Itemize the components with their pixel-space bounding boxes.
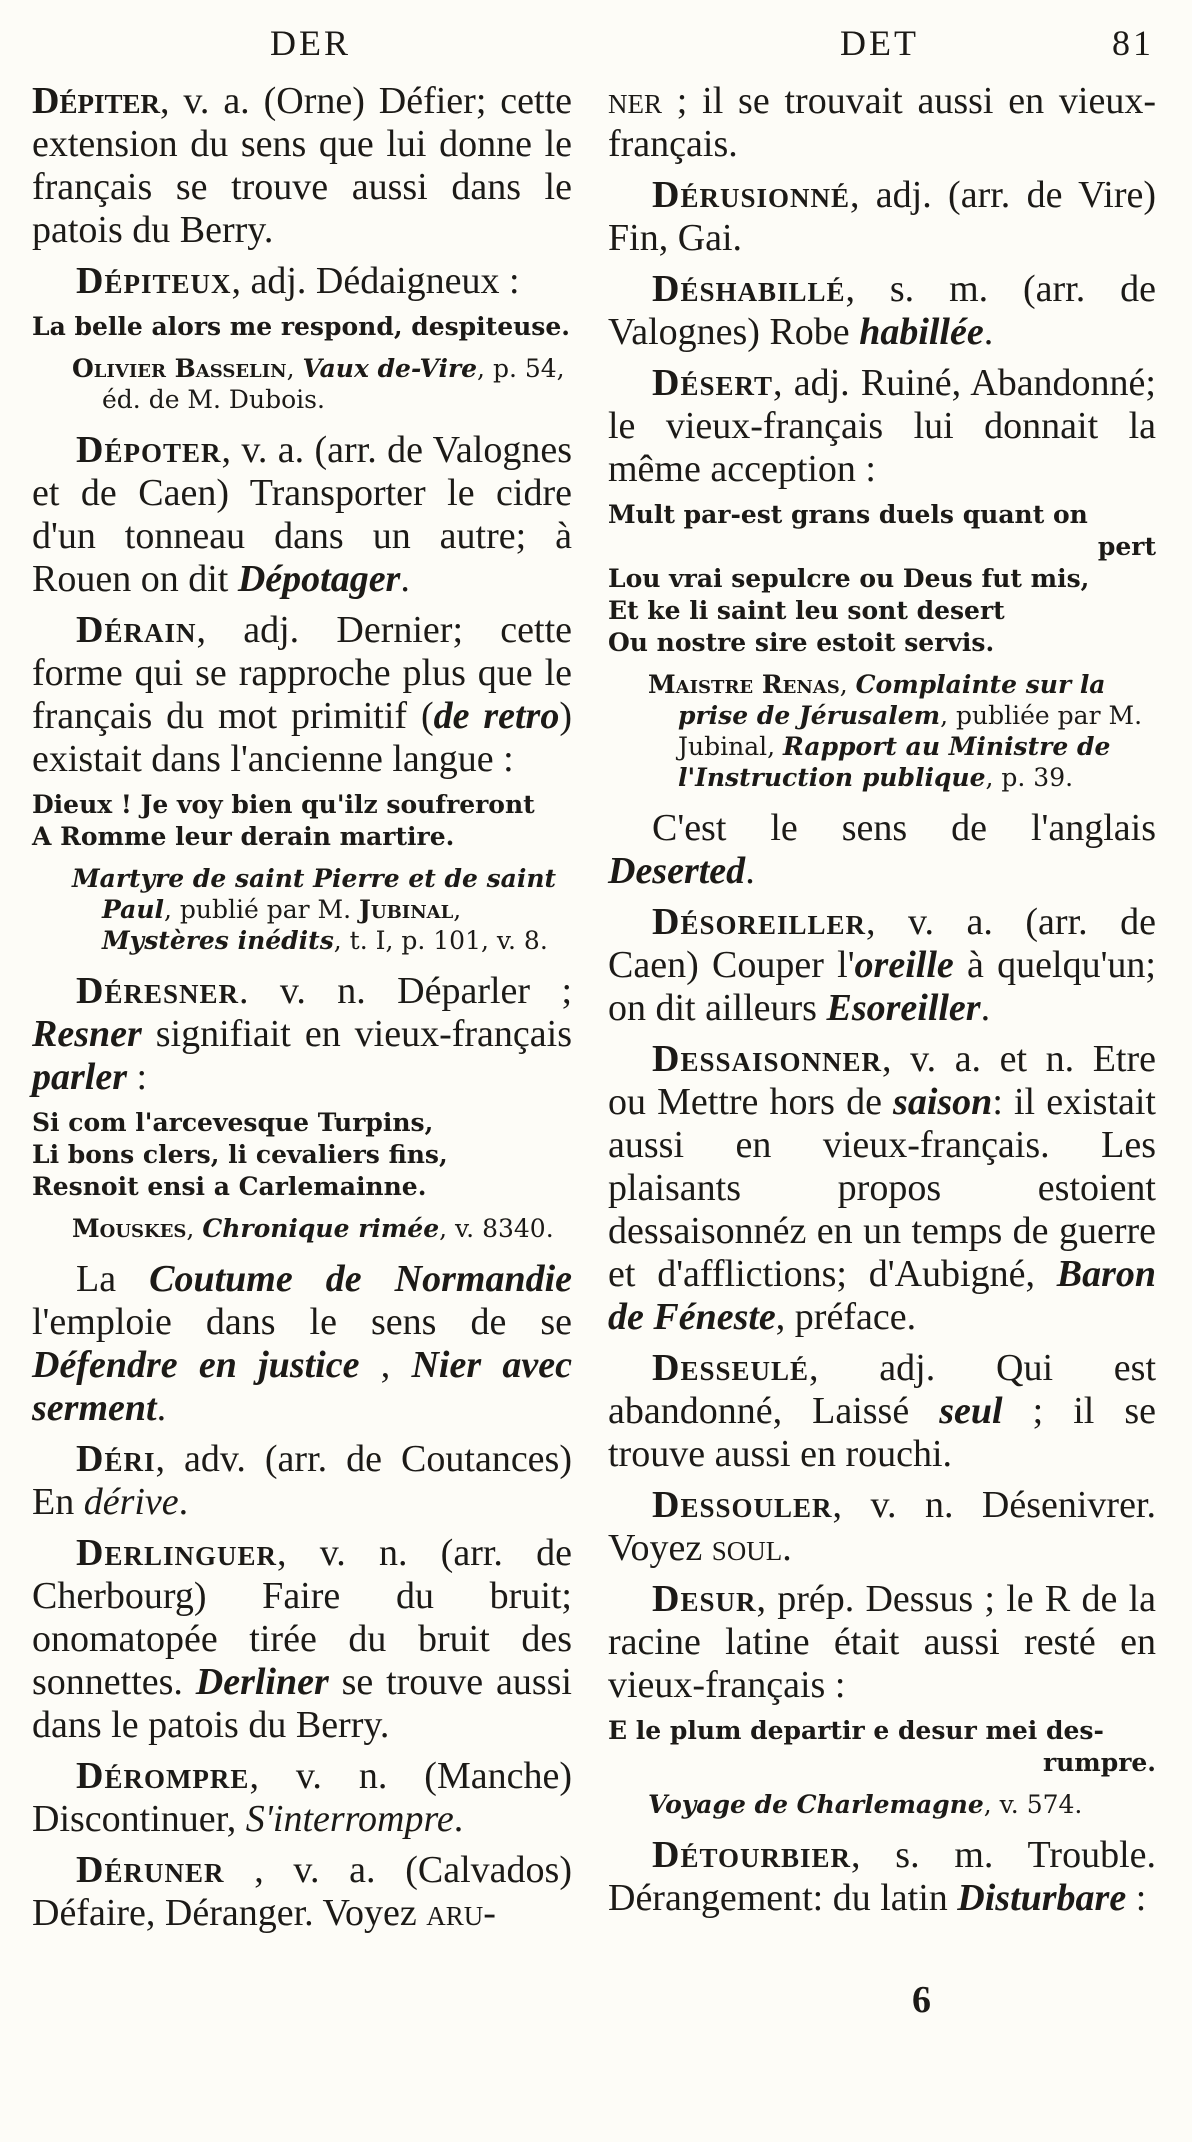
cite-sep: , <box>839 670 856 699</box>
entry-text: l'emploie dans le sens de se <box>32 1301 572 1343</box>
entry-text: . <box>178 1481 189 1523</box>
entry-text: signifiait en vieux-français <box>141 1013 572 1055</box>
entry-italic: Nier avec serment <box>32 1344 572 1429</box>
entry-derlinguer <box>32 1532 572 1747</box>
quote-line: Li bons clers, li cevaliers fins, <box>32 1140 448 1169</box>
entry-derompre <box>32 1755 572 1841</box>
cite-sep: , <box>453 895 462 924</box>
entry-depiter <box>32 80 572 252</box>
headword: Dépiteux <box>76 260 232 302</box>
headword: Dessouler <box>652 1484 833 1526</box>
headword: Déshabillé <box>652 268 846 310</box>
cite-title: Voyage de Charlemagne <box>648 1790 984 1819</box>
signature-number: 6 <box>912 1979 931 2021</box>
cross-reference: ner <box>608 80 662 122</box>
entry-text: , v. a. (arr. de Valognes et de Caen) Transporter le cidre d'un tonneau dans un autre; à Rouen on dit <box>32 429 572 600</box>
entry-text: , adj. Ruiné, Abandonné; le vieux-français lui donnait la même acception : <box>608 362 1156 490</box>
entry-italic: S'interrompre <box>245 1798 454 1840</box>
entry-italic: Resner <box>32 1013 142 1055</box>
cite-title: Vaux de-Vire <box>302 354 478 383</box>
cross-reference: aru- <box>426 1892 496 1934</box>
entry-desur <box>608 1578 1156 1707</box>
entry-desseule <box>608 1347 1156 1476</box>
headword: Déri <box>76 1438 156 1480</box>
entry-italic: habillée <box>859 311 984 353</box>
entry-deshabille <box>608 268 1156 354</box>
entry-italic: de retro <box>433 695 560 737</box>
entry-deri <box>32 1438 572 1524</box>
entry-depoter <box>32 429 572 601</box>
entry-text: , v. n. (arr. de Cherbourg) Faire du bruit; onomatopée tirée du bruit des sonnettes. <box>32 1532 572 1703</box>
cite-rest: , v. 8340. <box>439 1214 554 1243</box>
entry-text: . <box>453 1798 464 1840</box>
cite-rest: , t. I, p. 101, v. 8. <box>333 926 548 955</box>
entry-deresner <box>32 970 572 1099</box>
entry-text: , adv. (arr. de Coutances) En <box>32 1438 572 1523</box>
quotation <box>608 499 1156 659</box>
entry-depiteux <box>32 260 572 303</box>
entry-italic: Esoreiller <box>826 987 981 1029</box>
cite-rest: , p. 54, éd. de M. Dubois. <box>102 354 565 414</box>
entry-text: à quelqu'un; on dit ailleurs <box>608 944 1156 1029</box>
entry-text: , s. m. Trouble. Dérangement: du latin <box>608 1834 1156 1919</box>
entry-italic: Deserted <box>608 850 746 892</box>
quotation <box>32 311 572 343</box>
cite-rest: , p. 39. <box>985 763 1074 792</box>
entry-italic: oreille <box>854 944 954 986</box>
header-right-word: DET <box>840 23 919 63</box>
headword: Désoreiller <box>652 901 867 943</box>
entry-text: , s. m. (arr. de Valognes) Robe <box>608 268 1156 353</box>
cite-title: Mystères inédits <box>102 926 334 955</box>
headword: Derlinguer <box>76 1532 277 1574</box>
entry-text: , préface. <box>775 1296 917 1338</box>
cite-sep: , <box>286 354 303 383</box>
quote-line: Ou nostre sire estoit servis. <box>608 628 995 657</box>
right-column <box>608 80 1156 1928</box>
entry-italic: seul <box>939 1390 1003 1432</box>
quotation <box>608 1715 1156 1779</box>
entry-italic: Disturbare <box>957 1877 1127 1919</box>
entry-text: , <box>359 1344 412 1386</box>
entry-text: se trouve aussi dans le patois du Berry. <box>32 1661 572 1746</box>
headword: Déresner <box>76 970 239 1012</box>
citation <box>608 1789 1156 1820</box>
quote-line: La belle alors me respond, despiteuse. <box>32 312 570 341</box>
header-left-word: DER <box>270 23 351 63</box>
entry-text: , adj. Dernier; cette forme qui se rapproche plus que le français du mot primitif ( <box>32 609 572 737</box>
entry-italic: parler <box>32 1056 127 1098</box>
entry-italic: Derliner <box>195 1661 329 1703</box>
entry-text: . <box>400 558 410 600</box>
quote-line: rumpre. <box>1042 1748 1156 1777</box>
entry-text: , v. a. (arr. de Caen) Couper l' <box>608 901 1156 986</box>
entry-text: , adj. (arr. de Vire) Fin, Gai. <box>608 174 1156 259</box>
cite-title: Rapport au Ministre de l'Instruction publique <box>678 732 1111 792</box>
page-number: 81 <box>1112 23 1154 63</box>
entry-text: , v. n. (Manche) Discontinuer, <box>32 1755 572 1840</box>
entry-text: , adj. Dédaigneux : <box>231 260 520 302</box>
entry-text: , adj. Qui est abandonné, Laissé <box>608 1347 1156 1432</box>
citation <box>32 353 572 415</box>
entry-italic: Coutume de Normandie <box>149 1258 573 1300</box>
quote-line: Resnoit ensi a Carlemainne. <box>32 1172 427 1201</box>
entry-text: . <box>745 850 755 892</box>
entry-text: . <box>156 1387 167 1429</box>
entry-text: . <box>983 311 994 353</box>
entry-text: La <box>76 1258 150 1300</box>
cite-title: Martyre de saint Pierre et de saint Paul <box>72 864 557 924</box>
headword: Désert <box>652 362 774 404</box>
entry-dessaisonner <box>608 1038 1156 1339</box>
entry-italic: dérive <box>83 1481 179 1523</box>
cite-author: Jubinal <box>359 895 454 924</box>
entry-text: ; il se trouvait aussi en vieux-français. <box>608 80 1156 165</box>
headword: Dessaisonner <box>652 1038 883 1080</box>
quotation <box>32 789 572 853</box>
entry-italic: Défendre en justice <box>32 1344 360 1386</box>
entry-text: ) existait dans l'ancienne langue : <box>32 695 573 780</box>
cite-title: Chronique rimée <box>202 1214 440 1243</box>
headword: Dérompre <box>76 1755 250 1797</box>
headword: Desur <box>652 1578 757 1620</box>
cite-rest: , v. 574. <box>983 1790 1083 1819</box>
running-header <box>0 22 1192 82</box>
quote-line: E le plum departir e desur mei des- <box>608 1716 1104 1745</box>
citation <box>608 669 1156 793</box>
cite-title: Complainte sur la prise de Jérusalem <box>678 670 1106 730</box>
entry-dessouler <box>608 1484 1156 1570</box>
cite-author: Mouskes <box>72 1214 187 1243</box>
citation <box>32 863 572 956</box>
entry-text: . <box>980 987 991 1029</box>
headword: Dérain <box>76 609 197 651</box>
entry-coutume <box>32 1258 572 1430</box>
cite-author: Olivier Basselin <box>72 354 287 383</box>
entry-text: , prép. Dessus ; le R de la racine latine était aussi resté en vieux-français : <box>608 1578 1156 1706</box>
entry-italic: Baron de Féneste <box>608 1253 1156 1338</box>
entry-derusionne <box>608 174 1156 260</box>
entry-text: , v. a. (Calvados) Défaire, Déranger. Voyez <box>32 1849 572 1934</box>
cross-reference: soul <box>711 1527 783 1569</box>
quote-line: Mult par-est grans duels quant on <box>608 500 1088 529</box>
headword: Dépiter <box>32 80 160 122</box>
entry-continuation <box>608 80 1156 166</box>
entry-italic: saison <box>893 1081 993 1123</box>
cite-author: Maistre Renas <box>648 670 840 699</box>
entry-italic: Dépotager <box>237 558 401 600</box>
entry-text: . <box>782 1527 792 1569</box>
headword: Détourbier <box>652 1834 851 1876</box>
entry-deruner <box>32 1849 572 1935</box>
entry-text: : <box>1126 1877 1147 1919</box>
entry-text: ; il se trouve aussi en rouchi. <box>608 1390 1156 1475</box>
quote-line: Si com l'arcevesque Turpins, <box>32 1108 434 1137</box>
entry-deserted <box>608 807 1156 893</box>
entry-derain <box>32 609 572 781</box>
quote-line: pert <box>1097 532 1156 561</box>
entry-text: , v. n. Désenivrer. Voyez <box>608 1484 1156 1569</box>
cite-mid: , publiée par M. Jubinal, <box>678 701 1143 761</box>
entry-text: : il existait aussi en vieux-français. Les plaisants propos estoient dessaisonnéz en un temps de guerre et d'afflictions; d'Aubigné, <box>608 1081 1156 1295</box>
entry-text: . v. n. Déparler ; <box>238 970 572 1012</box>
headword: Déruner <box>76 1849 225 1891</box>
entry-text: : <box>127 1056 148 1098</box>
entry-text: , v. a. et n. Etre ou Mettre hors de <box>608 1038 1156 1123</box>
citation <box>32 1213 572 1244</box>
entry-text: , v. a. (Orne) Défier; cette extension du sens que lui donne le français se trouve aussi dans le patois du Berry. <box>32 80 572 251</box>
quote-line: Et ke li saint leu sont desert <box>608 596 1005 625</box>
headword: Dérusionné <box>652 174 850 216</box>
left-column <box>32 80 572 1943</box>
quote-line: Dieux ! Je voy bien qu'ilz soufreront <box>32 790 535 819</box>
entry-desert <box>608 362 1156 491</box>
headword: Dépoter <box>76 429 222 471</box>
quote-line: A Romme leur derain martire. <box>32 822 455 851</box>
entry-detourbier <box>608 1834 1156 1920</box>
cite-mid: , publié par M. <box>164 895 360 924</box>
headword: Desseulé <box>652 1347 810 1389</box>
entry-desoreiller <box>608 901 1156 1030</box>
quotation <box>32 1107 572 1203</box>
cite-sep: , <box>186 1214 203 1243</box>
entry-text: C'est le sens de l'anglais <box>652 807 1156 849</box>
quote-line: Lou vrai sepulcre ou Deus fut mis, <box>608 564 1090 593</box>
